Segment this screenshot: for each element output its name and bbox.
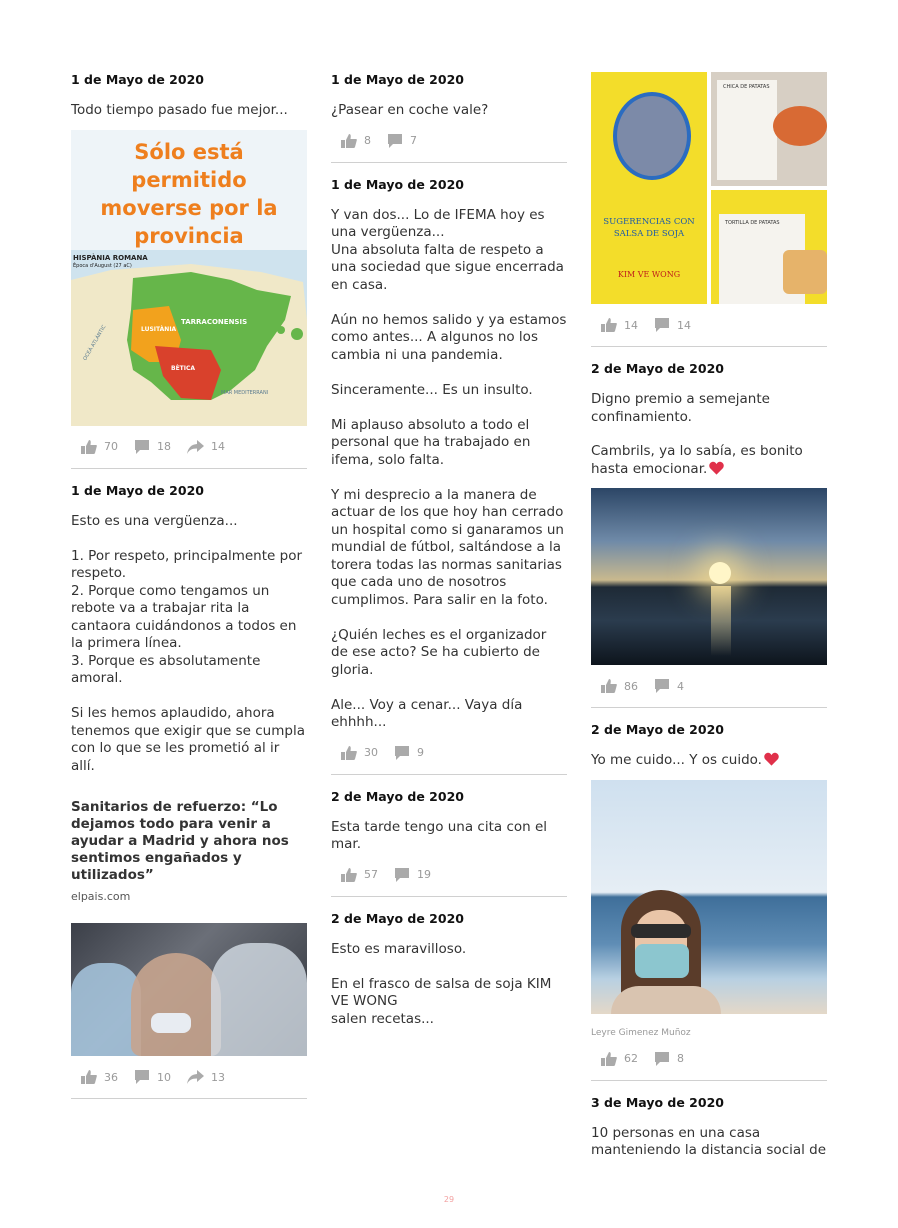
- column-1: [71, 70, 307, 1099]
- post-stats: [71, 1056, 307, 1098]
- like-button[interactable]: [601, 1052, 638, 1066]
- comment-count: 19: [417, 868, 431, 881]
- share-button[interactable]: [187, 440, 225, 454]
- thumbs-up-icon: [341, 868, 357, 882]
- post-date: 1 de Mayo de 2020: [71, 72, 204, 87]
- post-stats: [591, 304, 827, 346]
- like-button[interactable]: [601, 318, 638, 332]
- map-region-betica: BÈTICA: [171, 364, 196, 372]
- comment-button[interactable]: [394, 868, 431, 882]
- thumbs-up-icon: [81, 440, 97, 454]
- map-sea-label: MAR MEDITERRANI: [221, 389, 269, 396]
- post: [591, 359, 827, 708]
- collage-photo-label: [591, 72, 707, 304]
- link-source[interactable]: elpais.com: [71, 890, 131, 903]
- comment-icon: [654, 318, 670, 332]
- comment-icon: [654, 1052, 670, 1066]
- like-count: 62: [624, 1052, 638, 1065]
- post: [71, 70, 307, 469]
- post: [331, 70, 567, 163]
- link-title[interactable]: Sanitarios de refuerzo: “Lo dejamos todo para venir a ayudar a Madrid y ahora nos sentimos engañados y utilizados”: [71, 799, 289, 883]
- column-3: [591, 70, 827, 1160]
- like-button[interactable]: [81, 1070, 118, 1084]
- comment-icon: [387, 134, 403, 148]
- comment-button[interactable]: [654, 318, 691, 332]
- card-text: CHICA DE PATATAS: [723, 84, 770, 90]
- soy-sauce-collage[interactable]: [591, 72, 827, 304]
- brand-text: KIM VE WONG: [617, 270, 681, 279]
- post-stats: [591, 1038, 827, 1080]
- card-text: TORTILLA DE PATATAS: [725, 220, 780, 226]
- like-count: 57: [364, 868, 378, 881]
- comment-count: 7: [410, 134, 417, 147]
- like-button[interactable]: [341, 746, 378, 760]
- post: [591, 720, 827, 1081]
- selfie-photo[interactable]: [591, 780, 827, 1014]
- comment-button[interactable]: [134, 440, 171, 454]
- image-title: Sólo está permitido moverse por la provincia: [100, 139, 278, 248]
- comment-count: 18: [157, 440, 171, 453]
- post-stats: [591, 665, 827, 707]
- post: [591, 1093, 827, 1160]
- share-icon: [187, 1070, 204, 1084]
- post-stats: [71, 426, 307, 468]
- post-text: Todo tiempo pasado fue mejor...: [71, 102, 288, 118]
- comment-icon: [394, 746, 410, 760]
- thumbs-up-icon: [601, 1052, 617, 1066]
- comment-button[interactable]: [134, 1070, 171, 1084]
- iberia-map-icon: [71, 250, 307, 426]
- post: [71, 481, 307, 1100]
- collage-photo-recipe-2: [711, 190, 827, 304]
- map-image[interactable]: [71, 130, 307, 426]
- sunset-photo[interactable]: [591, 488, 827, 665]
- map-ocean-label: OCEÀ ATLÀNTIC: [82, 323, 108, 362]
- share-count: 14: [211, 440, 225, 453]
- post-date: 2 de Mayo de 2020: [331, 910, 464, 926]
- like-button[interactable]: [81, 440, 118, 454]
- map-region-lusitania: LUSITÀNIA: [141, 325, 177, 333]
- post-text: Yo me cuido... Y os cuido.: [591, 752, 762, 768]
- comment-button[interactable]: [387, 134, 417, 148]
- heart-icon: [709, 461, 724, 475]
- post-stats: [331, 120, 567, 162]
- post-text: ¿Pasear en coche vale?: [331, 102, 489, 118]
- post-text: Cambrils, ya lo sabía, es bonito hasta emocionar.: [591, 443, 803, 477]
- comment-count: 10: [157, 1070, 171, 1084]
- collage-photo-recipe: [711, 72, 827, 186]
- share-count: 13: [211, 1070, 225, 1084]
- map-sub: Època d'August (27 aC): [73, 262, 132, 269]
- comment-count: 8: [677, 1052, 684, 1065]
- post-date: 1 de Mayo de 2020: [331, 72, 464, 87]
- label-text: SUGERENCIAS CON SALSA DE SOJA: [603, 217, 695, 239]
- thumbs-up-icon: [601, 679, 617, 693]
- like-count: 14: [624, 318, 638, 332]
- comment-icon: [654, 679, 670, 693]
- page-number: 29: [443, 1195, 455, 1204]
- post-date: 3 de Mayo de 2020: [591, 1094, 724, 1110]
- like-count: 8: [364, 134, 371, 147]
- like-button[interactable]: [341, 134, 371, 148]
- comment-icon: [134, 440, 150, 454]
- thumbs-up-icon: [601, 318, 617, 332]
- post-date: 2 de Mayo de 2020: [591, 722, 724, 737]
- thumbs-up-icon: [81, 1070, 97, 1084]
- post-text: Esto es maravilloso. En el frasco de salsa de soja KIM VE WONG salen recetas...: [331, 940, 552, 1027]
- news-photo[interactable]: [71, 923, 307, 1056]
- like-button[interactable]: [341, 868, 378, 882]
- comment-button[interactable]: [654, 679, 684, 693]
- map-label: HISPÀNIA ROMANA: [73, 253, 148, 262]
- post-text: Y van dos... Lo de IFEMA hoy es una vergüenza... Una absoluta falta de respeto a una sociedad que sigue encerrada en casa. Aún no hemos salido y ya estamos como antes... A algunos no los cambia ni una pandemia. Sinceramente... Es un insulto. Mi aplauso absoluto a todo el personal que ha trabajado en ifema, solo falta. Y mi desprecio a la manera de actuar de los que hoy han cerrado un hospital como si ganaramos un mundial de fútbol, saltándose a la torera todas las normas sanitarias que cada uno de nosotros cumplimos. Para salir en la foto. ¿Quién leches es el organizador de ese acto? Se ha cubierto de gloria. Ale... Voy a cenar... Vaya día ehhhh...: [331, 206, 567, 730]
- comment-count: 14: [677, 318, 691, 332]
- like-button[interactable]: [601, 679, 638, 693]
- photo-caption: Leyre Gimenez Muñoz: [591, 1027, 691, 1038]
- post: [331, 787, 567, 897]
- post: [331, 175, 567, 775]
- thumbs-up-icon: [341, 134, 357, 148]
- post-date: 2 de Mayo de 2020: [331, 788, 464, 804]
- comment-count: 4: [677, 679, 684, 693]
- like-count: 86: [624, 679, 638, 693]
- column-2: [331, 70, 567, 1028]
- post: [591, 72, 827, 347]
- comment-icon: [134, 1070, 150, 1084]
- thumbs-up-icon: [341, 746, 357, 760]
- post-date: 1 de Mayo de 2020: [331, 176, 464, 192]
- post-text: Esto es una vergüenza... 1. Por respeto, principalmente por respeto. 2. Porque como tengamos un rebote va a trabajar rita la cantaora cuidándonos a todos en la primera línea. 3. Porque es absolutamente amoral. Si les hemos aplaudido, ahora tenemos que exigir que se cumpla con lo que se les prometió al ir allí.: [71, 512, 305, 774]
- heart-icon: [764, 752, 779, 766]
- post-text: 10 personas en una casa manteniendo la distancia social de: [591, 1124, 827, 1158]
- comment-button[interactable]: [654, 1052, 684, 1066]
- comment-button[interactable]: [394, 746, 424, 760]
- post-text: Digno premio a semejante confinamiento.: [591, 391, 770, 425]
- post-text: Esta tarde tengo una cita con el mar.: [331, 818, 548, 852]
- comment-count: 9: [417, 746, 424, 759]
- share-icon: [187, 440, 204, 454]
- share-button[interactable]: [187, 1070, 225, 1084]
- like-count: 36: [104, 1070, 118, 1084]
- like-count: 70: [104, 440, 118, 453]
- post-date: 2 de Mayo de 2020: [591, 361, 724, 376]
- like-count: 30: [364, 746, 378, 759]
- post-stats: [331, 854, 567, 896]
- post-stats: [331, 732, 567, 774]
- map-region-tarraconensis: TARRACONENSIS: [181, 317, 248, 326]
- comment-icon: [394, 868, 410, 882]
- post-date: 1 de Mayo de 2020: [71, 482, 204, 498]
- post: [331, 909, 567, 1029]
